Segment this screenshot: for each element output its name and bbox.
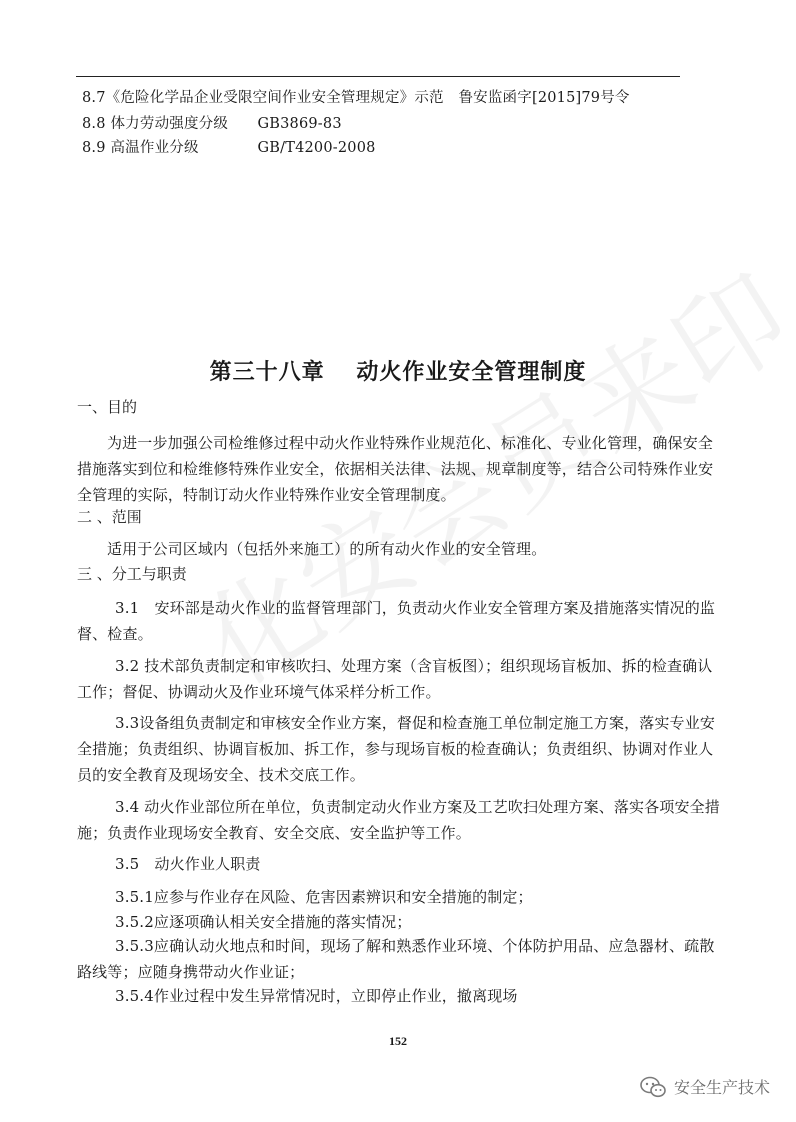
- duty-3-1: 3.1 安环部是动火作业的监督管理部门，负责动火作业安全管理方案及措施落实情况的监督、检查。: [77, 599, 716, 643]
- duty-3-5-1: 3.5.1应参与作业存在风险、危害因素辨识和安全措施的制定；: [115, 888, 533, 906]
- brand-name: 安全生产技术: [673, 1078, 770, 1097]
- reference-8-9: 8.9 高温作业分级 GB/T4200-2008: [82, 140, 376, 156]
- wechat-icon: [640, 1076, 666, 1098]
- brand-footer: [640, 1075, 770, 1098]
- duty-3-3: 3.3设备组负责制定和审核安全作业方案，督促和检查施工单位制定施工方案，落实专业安全措施；负责组织、协调盲板加、拆工作，参与现场盲板的检查确认；负责组织、协调对作业人员的安全教育及现场安全、技术交底工作。: [77, 714, 716, 784]
- duty-3-4: 3.4 动火作业部位所在单位，负责制定动火作业方案及工艺吹扫处理方案、落实各项安全措施；负责作业现场安全教育、安全交底、安全监护等工作。: [77, 798, 720, 842]
- purpose-heading: 一、目的: [77, 398, 138, 416]
- purpose-paragraph: 为进一步加强公司检维修过程中动火作业特殊作业规范化、标准化、专业化管理，确保安全措施落实到位和检维修特殊作业安全，依据相关法律、法规、规章制度等，结合公司特殊作业安全管理的实际，特制订动火作业特殊作业安全管理制度。: [77, 434, 714, 504]
- scope-paragraph: 适用于公司区域内（包括外来施工）的所有动火作业的安全管理。: [107, 540, 547, 558]
- reference-8-7: 8.7《危险化学品企业受限空间作业安全管理规定》示范 鲁安监函字[2015]79号令: [82, 90, 630, 106]
- page-number: 152: [389, 1034, 407, 1048]
- duty-3-2: 3.2 技术部负责制定和审核吹扫、处理方案（含盲板图）；组织现场盲板加、拆的检查确认工作；督促、协调动火及作业环境气体采样分析工作。: [77, 657, 713, 701]
- duty-3-5-4: 3.5.4作业过程中发生异常情况时，立即停止作业，撤离现场: [115, 987, 518, 1005]
- header-rule: [76, 76, 680, 77]
- scope-heading: 二 、范围: [77, 508, 142, 526]
- chapter-title: 第三十八章 动火作业安全管理制度: [209, 359, 587, 385]
- duties-heading: 三 、分工与职责: [77, 565, 187, 583]
- duty-3-5-2: 3.5.2应逐项确认相关安全措施的落实情况；: [115, 913, 412, 931]
- duty-3-5-3: 3.5.3应确认动火地点和时间，现场了解和熟悉作业环境、个体防护用品、应急器材、疏散路线等；应随身携带动火作业证；: [77, 937, 715, 981]
- duty-3-5: 3.5 动火作业人职责: [115, 855, 261, 873]
- reference-8-8: 8.8 体力劳动强度分级 GB3869-83: [82, 116, 342, 132]
